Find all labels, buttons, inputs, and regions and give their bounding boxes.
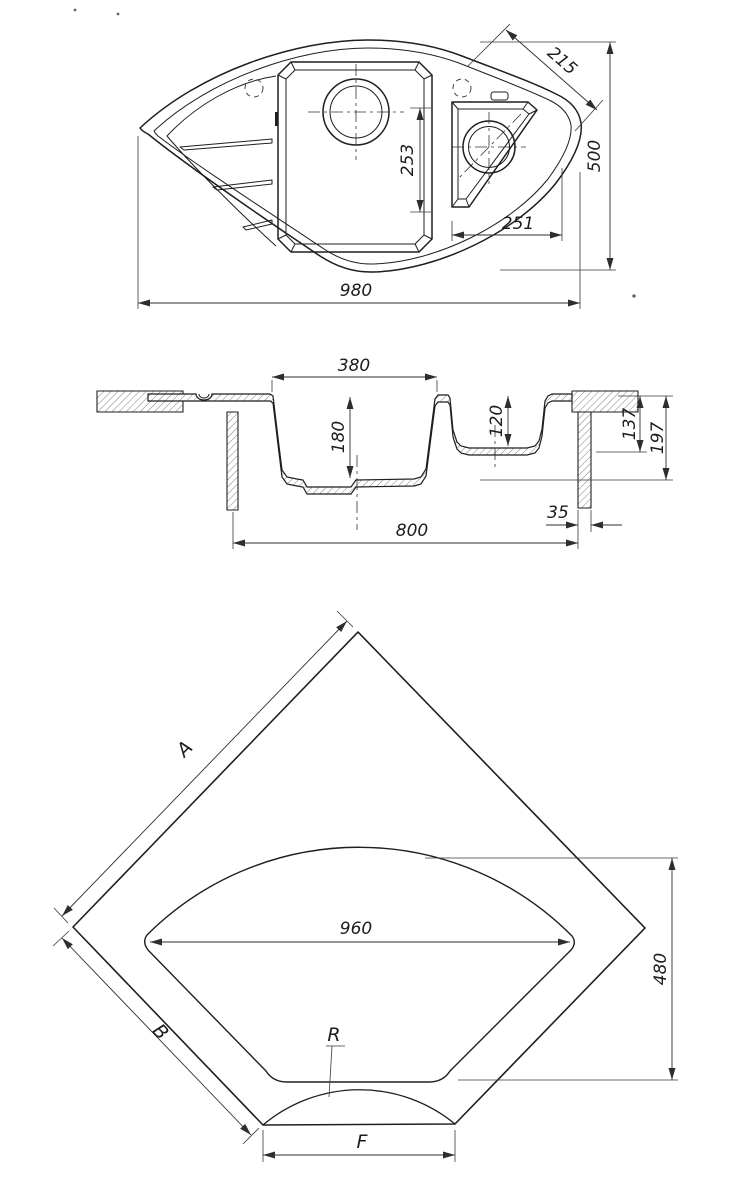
dim-label-35: 35 xyxy=(547,503,569,523)
dim-800 xyxy=(233,512,578,549)
section-view xyxy=(97,356,673,549)
artifact-dot xyxy=(632,294,635,297)
dim-label-800: 800 xyxy=(395,521,429,541)
cabinet-leg-right xyxy=(578,412,591,508)
dim-label-a: A xyxy=(172,736,198,762)
dim-label-253: 253 xyxy=(398,143,418,177)
dim-120 xyxy=(487,396,508,446)
overflow-slot xyxy=(491,92,508,100)
dim-r xyxy=(326,1024,345,1097)
dim-215 xyxy=(468,24,603,131)
bottom-view xyxy=(53,611,678,1162)
small-bowl-inner xyxy=(458,109,529,199)
dim-a xyxy=(54,611,353,923)
cabinet-leg-left xyxy=(227,412,238,510)
cutout-outline xyxy=(145,847,575,1082)
dim-f xyxy=(263,1130,455,1162)
dim-500 xyxy=(480,42,616,270)
sink-outer-outline xyxy=(140,40,581,272)
dim-label-500: 500 xyxy=(585,139,605,173)
dim-label-380: 380 xyxy=(337,356,371,376)
artifact-dot xyxy=(117,13,120,16)
dim-960 xyxy=(150,919,570,942)
drainboard-rib xyxy=(180,139,272,150)
dim-label-215: 215 xyxy=(543,43,581,80)
dim-label-480: 480 xyxy=(651,952,671,986)
dim-180 xyxy=(329,397,350,478)
dim-label-980: 980 xyxy=(339,281,373,301)
dim-label-r: R xyxy=(327,1024,341,1046)
dim-label-960: 960 xyxy=(339,919,373,939)
dim-label-b: B xyxy=(147,1019,173,1045)
top-view xyxy=(138,24,616,309)
dim-b xyxy=(53,931,259,1144)
overflow-groove xyxy=(199,394,209,398)
dim-label-137: 137 xyxy=(620,407,640,441)
dim-label-197: 197 xyxy=(648,421,668,455)
dim-label-180: 180 xyxy=(329,420,349,454)
dim-253 xyxy=(398,108,431,212)
dim-380 xyxy=(272,356,437,392)
dim-label-120: 120 xyxy=(487,404,507,438)
tap-hole-dashed xyxy=(453,79,471,97)
corner-radius-arc xyxy=(263,1090,455,1125)
dim-label-251: 251 xyxy=(501,214,535,234)
countertop-corner-outline xyxy=(73,632,645,1125)
artifact-dot xyxy=(74,9,77,12)
dim-label-f: F xyxy=(356,1131,368,1153)
tap-hole-dashed xyxy=(245,79,263,97)
dim-35 xyxy=(546,503,622,549)
